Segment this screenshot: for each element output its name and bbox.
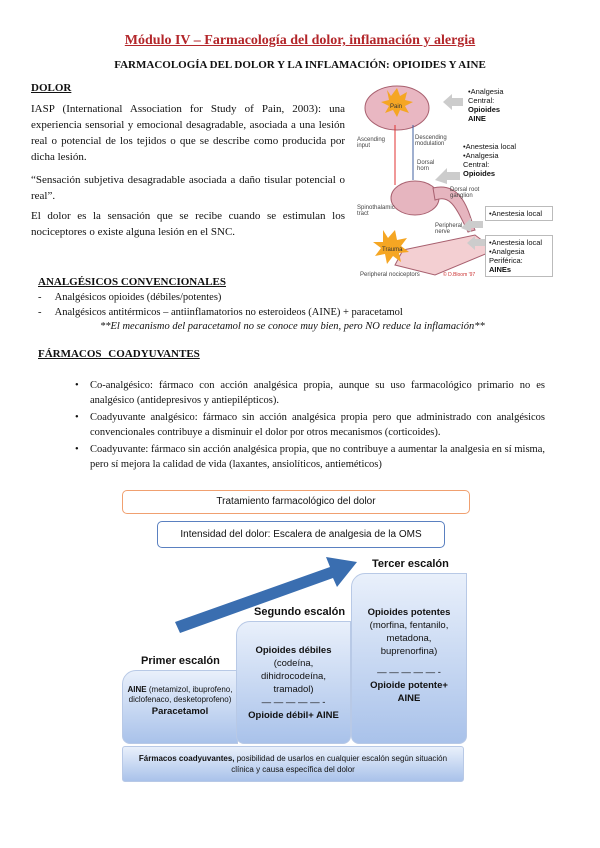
step1-aine: AINE	[127, 685, 147, 694]
callout-line: Periférica:	[489, 256, 523, 265]
figure-credit: © D.Bloom '97	[443, 272, 476, 278]
step3-combo: Opioide potente+ AINE	[370, 680, 448, 704]
coadyuvantes-list	[75, 378, 545, 472]
coadyuvantes-item: • Coadyuvante analgésico: fármaco sin acción analgésica propia pero que administrado con analgésicos convencionales contribuye a disminuir el dolor por otros mecanismos (corticoides).	[75, 412, 545, 438]
coadyuvantes-item: • Coadyuvante: fármaco sin acción analgésica propia, que no contribuye a aumentar la analgesia en sí misma, pero sí mejora la calidad de vida (laxantes, ansiolíticos, antieméticos)	[75, 444, 545, 470]
step1-label: Primer escalón	[141, 655, 220, 667]
step3-detail: (morfina, fentanilo, metadona, buprenorfina)	[369, 620, 449, 657]
adjuvant-text: posibilidad de usarlos en cualquier escalón según situación clínica y causa específica del dolor	[231, 754, 448, 774]
callout-line: Opioides	[468, 105, 501, 114]
nociceptors-label: Peripheral nociceptors	[360, 272, 420, 278]
analgesicos-item: - Analgésicos antitérmicos – antiinflamatorios no esteroideos (AINE) + paracetamol	[38, 307, 403, 318]
peripheral-nerve-label: Peripheral nerve	[435, 223, 463, 235]
analgesicos-item: - Analgésicos opioides (débiles/potentes)	[38, 292, 222, 303]
callout-line: •Anestesia local	[463, 142, 517, 151]
step1-aine-detail: (metamizol, ibuprofeno, diclofenaco, desketoprofeno)	[128, 685, 233, 704]
intensity-box: Intensidad del dolor: Escalera de analgesia de la OMS	[157, 521, 445, 548]
step3-box	[351, 573, 467, 744]
callout-line: •Analgesia	[468, 87, 504, 96]
dolor-definition: IASP (International Association for Study of Pain, 2003): una experiencia sensorial y emocional desagradable, asociada a una lesión real o potencial de los tejidos o que se describe como producida por dicha lesión.	[31, 103, 345, 163]
step2-divider: — — — — — -	[261, 697, 326, 708]
callout-line: •Anestesia local	[489, 238, 543, 247]
pain-pathway-figure	[355, 80, 600, 280]
callout-line: •Anestesia local	[489, 209, 543, 218]
step2-box	[236, 621, 351, 744]
item-text: Analgésicos opioides (débiles/potentes)	[54, 292, 222, 303]
trauma-label: Trauma	[382, 247, 403, 253]
callout-nerve	[485, 206, 553, 221]
step1-box	[122, 670, 238, 744]
step3-divider: — — — — — -	[377, 667, 441, 678]
dolor-heading: DOLOR	[31, 82, 72, 94]
callout-line: Opioides	[463, 169, 496, 178]
descending-label: Descending modulation	[415, 135, 447, 147]
item-text: Coadyuvante analgésico: fármaco sin acción analgésica propia pero que administrado con analgésicos convencionales contribuye a disminuir el dolor por otros mecanismos (corticoides).	[90, 412, 545, 438]
callout-line: Central:	[463, 160, 490, 169]
callout-line: AINE	[468, 114, 486, 123]
callout-brain	[465, 85, 526, 125]
adjuvant-box	[122, 746, 464, 782]
treatment-box: Tratamiento farmacológico del dolor	[122, 490, 470, 514]
ascending-label: Ascending input	[357, 137, 386, 149]
item-text: Coadyuvante: fármaco sin acción analgésica propia, que no contribuye a aumentar la analgesia en sí misma, pero sí mejora la calidad de vida (laxantes, ansiolíticos, antieméticos)	[90, 444, 545, 470]
drg-label: Dorsal root ganglion	[450, 187, 480, 199]
callout-line: Central:	[468, 96, 495, 105]
page-title: Módulo IV – Farmacología del dolor, inflamación y alergia	[124, 33, 476, 48]
step2-combo: Opioide débil+ AINE	[248, 710, 339, 721]
callout-line: •Analgesia	[489, 247, 525, 256]
step2-detail: (codeína, dihidrocodeína, tramadol)	[261, 658, 326, 695]
dolor-quote: “Sensación subjetiva desagradable asociada a daño tisular potencial o real”.	[31, 174, 345, 202]
paracetamol-note: **El mecanismo del paracetamol no se conoce muy bien, pero NO reduce la inflamación**	[100, 321, 485, 332]
adjuvant-bold: Fármacos coadyuvantes,	[138, 754, 235, 763]
item-text: Co-analgésico: fármaco con acción analgésica propia, aunque su uso farmacológico primario no es analgésico (antidepresivos y antiepilépticos).	[90, 380, 545, 406]
step3-title: Opioides potentes	[367, 607, 451, 618]
callout-periphery	[485, 235, 553, 277]
callout-line: •Analgesia	[463, 151, 499, 160]
section-subtitle: FARMACOLOGÍA DEL DOLOR Y LA INFLAMACIÓN: OPIOIDES Y AINE	[114, 59, 486, 71]
callout-spinal	[460, 140, 526, 180]
coadyuvantes-heading: FÁRMACOS COADYUVANTES	[38, 348, 200, 360]
analgesicos-heading: ANALGÉSICOS CONVENCIONALES	[38, 276, 226, 288]
coadyuvantes-item: • Co-analgésico: fármaco con acción analgésica propia, aunque su uso farmacológico primario no es analgésico (antidepresivos y antiepilépticos).	[75, 380, 545, 406]
dolor-explanation: El dolor es la sensación que se recibe cuando se estimulan los nociceptores o existe alguna lesión en el SNC.	[31, 210, 345, 238]
callout-line: AINEs	[489, 265, 512, 274]
step3-label: Tercer escalón	[372, 558, 449, 570]
pain-label: Pain	[390, 104, 403, 110]
step2-label: Segundo escalón	[254, 606, 346, 618]
spinothalamic-label: Spinothalamic tract	[357, 205, 395, 217]
dorsal-horn-label: Dorsal horn	[417, 160, 435, 172]
step1-extra: Paracetamol	[151, 706, 209, 717]
item-text: Analgésicos antitérmicos – antiinflamatorios no esteroideos (AINE) + paracetamol	[54, 307, 403, 318]
step2-title: Opioides débiles	[255, 645, 332, 656]
